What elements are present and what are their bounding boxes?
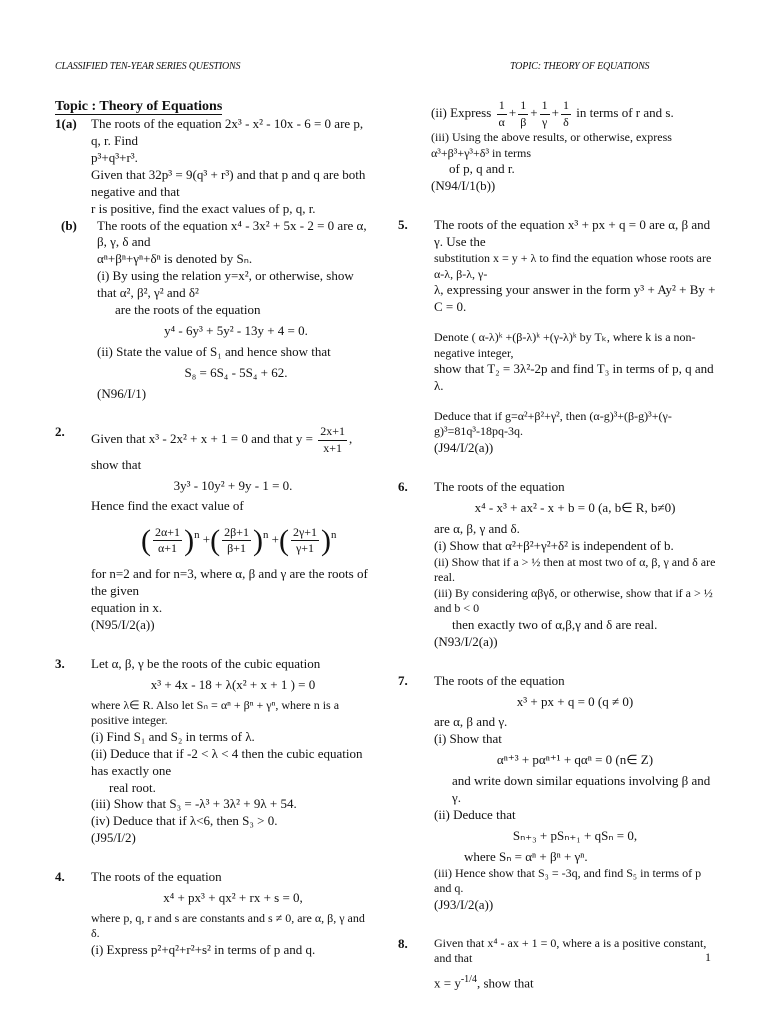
text-line: Given that x⁴ - ax + 1 = 0, where a is a positive constant, and that	[434, 935, 707, 966]
text-line: Given that x³ - 2x² + x + 1 = 0 and that y = $\frac{2x+1}{x+1}$ , show that	[91, 424, 353, 472]
text-line: (iii) Using the above results, or otherwise, express α³+β³+γ³+δ³ in terms	[431, 130, 672, 160]
question-number: 6.	[398, 478, 408, 494]
text-line: are the roots of the equation	[115, 301, 261, 317]
reference-code: (N95/I/2(a))	[91, 616, 155, 632]
question-7	[398, 673, 716, 914]
question-1a	[55, 116, 375, 217]
reference-code: (N96/I/1)	[97, 385, 147, 401]
text-line: for n=2 and for n=3, where α, β and γ are the roots of the given	[91, 566, 368, 599]
sum-expression: ( $\frac{2\alpha+1}{\alpha+1}$ )$^n$ +( $\frac{2\beta+1}{\beta+1}$ )$^n$ +( $\frac{2\gamma+1}{\gamma+1}$ )$^n$	[141, 524, 337, 558]
text-line: Denote ( α-λ)ᵏ +(β-λ)ᵏ +(γ-λ)ᵏ by Tₖ, where k is a non-negative integer,	[434, 329, 696, 360]
reference-code: (J94/I/2(a))	[434, 440, 494, 456]
text-line: where p, q, r and s are constants and s ≠ 0, are α, β, γ and δ.	[91, 910, 365, 941]
question-number: 4.	[55, 869, 65, 885]
text-line: (ii) Deduce that if -2 < λ < 4 then the cubic equation has exactly one	[91, 745, 363, 778]
text-line: (ii) Show that if a > ½ then at most two of α, β, γ and δ are real.	[434, 554, 716, 585]
text-line: The roots of the equation	[434, 672, 565, 688]
reference-code: (N93/I/2(a))	[434, 633, 498, 649]
text-line: (i) By using the relation y=x², or otherwise, show that α², β², γ² and δ²	[97, 268, 354, 301]
header-right: TOPIC: THEORY OF EQUATIONS	[510, 61, 650, 72]
text-line: (i) Show that α²+β²+γ²+δ² is independent of b.	[434, 537, 674, 553]
text-line: then exactly two of α,β,γ and δ are real.	[452, 616, 658, 632]
equation: x³ + px + q = 0 (q ≠ 0)	[516, 693, 634, 709]
topic-title: Topic : Theory of Equations	[55, 99, 223, 114]
text-line: (iii) Show that S₃ = -λ³ + 3λ² + 9λ + 54.	[91, 796, 297, 812]
text-line: show that T₂ = 3λ²-2p and find T₃ in terms of p, q and λ.	[434, 361, 714, 393]
reference-code: (N94/I/1(b))	[431, 178, 496, 194]
page-number: 1	[705, 950, 711, 964]
text-line: αⁿ+βⁿ+γⁿ+δⁿ is denoted by Sₙ.	[97, 251, 253, 267]
text-line: Hence find the exact value of	[91, 498, 244, 514]
text-line: (iii) By considering αβγδ, or otherwise, show that if a > ½ and b < 0	[434, 585, 713, 616]
text-line: Given that 32p³ = 9(q³ + r³) and that p and q are both negative and that	[91, 166, 366, 199]
text-line: p³+q³+r³.	[91, 149, 138, 165]
text-line: (i) Show that	[434, 731, 502, 747]
reference-code: (J95/I/2)	[91, 830, 136, 846]
text-line: (ii) State the value of S₁ and hence show that	[97, 343, 331, 359]
equation: x⁴ - x³ + ax² - x + b = 0 (a, b∈ R, b≠0)	[474, 499, 676, 515]
text-line: of p, q and r.	[449, 161, 515, 177]
question-4	[55, 869, 375, 959]
fraction: $\frac{2x+1}{x+1}$	[320, 424, 346, 456]
text-line: where Sₙ = αⁿ + βⁿ + γⁿ.	[464, 848, 588, 864]
equation: x³ + 4x - 18 + λ(x² + x + 1 ) = 0	[150, 676, 316, 692]
text-line: real root.	[109, 779, 156, 795]
question-number: 3.	[55, 655, 65, 671]
text-line: $x = y^{-1/4}$, show that	[434, 973, 534, 991]
text-line: (i) Find S₁ and S₂ in terms of λ.	[91, 728, 255, 744]
equation: 3y³ - 10y² + 9y - 1 = 0.	[173, 477, 293, 493]
text-line: (iii) Hence show that S₃ = -3q, and find S₅ in terms of p and q.	[434, 865, 702, 896]
question-1b	[55, 218, 375, 403]
text-line: The roots of the equation	[91, 869, 222, 885]
text-line: r is positive, find the exact values of p, q, r.	[91, 200, 316, 216]
text-line: The roots of the equation	[434, 478, 565, 494]
text-line: are α, β, γ and δ.	[434, 520, 520, 536]
text-line: and write down similar equations involving β and γ.	[452, 773, 711, 806]
question-number: (b)	[61, 217, 77, 233]
equation: S₈ = 6S₄ - 5S₄ + 62.	[184, 364, 288, 380]
question-number: 5.	[398, 217, 408, 233]
text-line: (iv) Deduce that if λ<6, then S₃ > 0.	[91, 813, 278, 829]
text-line: (ii) Deduce that	[434, 806, 516, 822]
text-line: λ, expressing your answer in the form y³ + Ay² + By + C = 0.	[434, 282, 716, 315]
question-4-ii: (ii) Express $\frac{1}{\alpha}$ + $\frac{1}{\beta}$ + $\frac{1}{\gamma}$ + $\frac{1}{\delta}$ in terms of r and s.	[431, 98, 674, 129]
text-line: (i) Express p²+q²+r²+s² in terms of p and q.	[91, 942, 316, 958]
text-line: The roots of the equation x⁴ - 3x² + 5x - 2 = 0 are α, β, γ, δ and	[97, 217, 367, 250]
text-line: substitution x = y + λ to find the equation whose roots are α-λ, β-λ, γ-	[434, 250, 712, 281]
text-line: The roots of the equation 2x³ - x² - 10x - 6 = 0 are p, q, r. Find	[91, 116, 364, 149]
left-column	[55, 98, 375, 959]
question-number: 1(a)	[55, 116, 77, 132]
question-5	[398, 217, 716, 457]
question-number: 2.	[55, 424, 65, 440]
question-6	[398, 479, 716, 651]
text-line: The roots of the equation x³ + px + q = 0 are α, β and γ. Use the	[434, 217, 711, 250]
question-8	[398, 936, 716, 992]
question-2	[55, 424, 375, 633]
question-3	[55, 656, 375, 847]
text-line: equation in x.	[91, 600, 163, 616]
header-left: CLASSIFIED TEN-YEAR SERIES QUESTIONS	[55, 61, 241, 72]
text-line: Let α, β, γ be the roots of the cubic equation	[91, 655, 321, 671]
right-column	[398, 98, 716, 992]
equation: Sₙ₊₃ + pSₙ₊₁ + qSₙ = 0,	[512, 827, 638, 843]
question-number: 7.	[398, 672, 408, 688]
text-line: Deduce that if g=α²+β²+γ², then (α-g)³+(β-g)³+(γ-g)³=81q³-18pq-3q.	[434, 408, 672, 439]
equation: x⁴ + px³ + qx² + rx + s = 0,	[163, 889, 303, 905]
text-line: are α, β and γ.	[434, 714, 508, 730]
equation: y⁴ - 6y³ + 5y² - 13y + 4 = 0.	[164, 322, 308, 338]
reference-code: (J93/I/2(a))	[434, 896, 494, 912]
equation: αⁿ⁺³ + pαⁿ⁺¹ + qαⁿ = 0 (n∈ Z)	[496, 752, 654, 768]
question-number: 8.	[398, 935, 408, 951]
text-line: where λ∈ R. Also let Sₙ = αⁿ + βⁿ + γⁿ, where n is a positive integer.	[91, 697, 340, 728]
